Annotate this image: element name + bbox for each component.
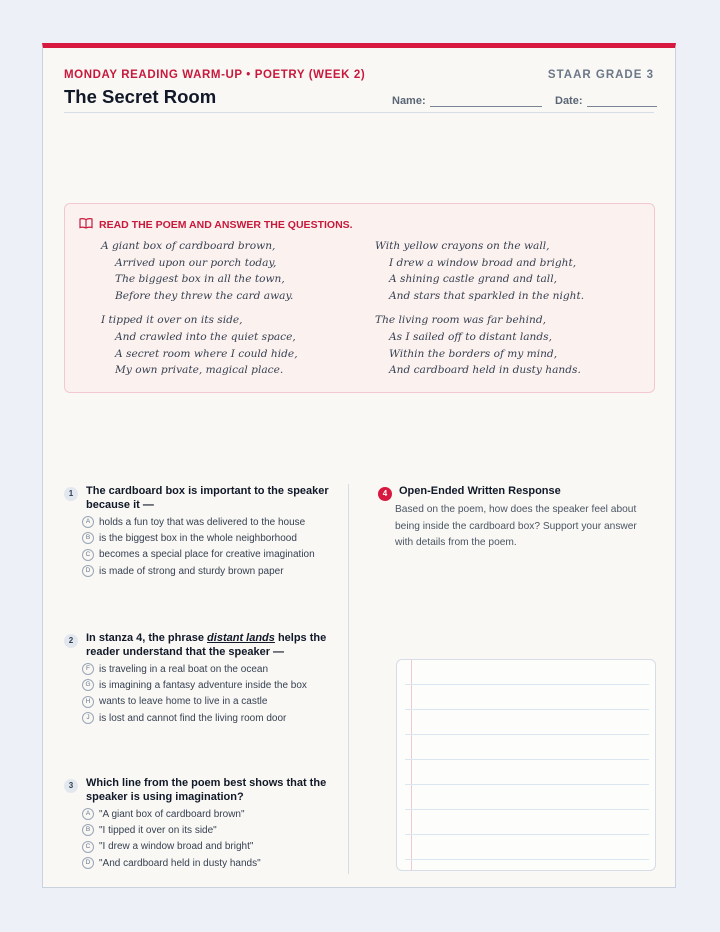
question-1 [64, 484, 334, 579]
stanza-3 [375, 238, 584, 304]
option-text: is imagining a fantasy adventure inside the box [99, 679, 307, 691]
writing-line [405, 684, 649, 685]
option-text: "I drew a window broad and bright" [99, 841, 254, 853]
date-field[interactable] [555, 95, 657, 107]
poem-line: A secret room where I could hide, [115, 347, 298, 360]
option-text: "I tipped it over on its side" [99, 824, 217, 836]
name-label: Name: [392, 95, 426, 107]
question-2 [64, 631, 334, 726]
poem-line: I drew a window broad and bright, [389, 256, 577, 269]
poem-column-right [375, 238, 584, 387]
written-response-area[interactable] [396, 659, 656, 871]
poem-line: The biggest box in all the town, [115, 273, 285, 286]
name-field[interactable] [392, 95, 542, 107]
answer-option[interactable] [82, 530, 334, 546]
option-text: is lost and cannot find the living room door [99, 712, 287, 724]
option-letter[interactable]: F [82, 663, 94, 675]
open-response [378, 484, 658, 552]
answer-option[interactable] [82, 514, 334, 530]
stanza-2 [101, 312, 298, 378]
answer-option[interactable] [82, 547, 334, 563]
poem-line: I tipped it over on its side, [101, 314, 243, 327]
poem-line: Before they threw the card away. [115, 289, 294, 302]
poem-line: And cardboard held in dusty hands. [389, 364, 581, 377]
margin-line [411, 660, 412, 870]
writing-line [405, 709, 649, 710]
stanza-4 [375, 312, 584, 378]
poem-column-left [101, 238, 298, 387]
question-number: 4 [378, 487, 392, 501]
question-number: 3 [64, 779, 78, 793]
column-divider [348, 484, 349, 874]
poem-line: Arrived upon our porch today, [115, 256, 277, 269]
option-text: is made of strong and sturdy brown paper [99, 565, 284, 577]
answer-option[interactable] [82, 839, 334, 855]
open-book-icon [79, 217, 93, 232]
worksheet-kicker: MONDAY READING WARM-UP • POETRY (WEEK 2) [64, 69, 366, 81]
writing-line [405, 859, 649, 860]
answer-option[interactable] [82, 677, 334, 693]
option-letter[interactable]: B [82, 532, 94, 544]
answer-options [82, 661, 334, 726]
poem-line: A shining castle grand and tall, [389, 273, 557, 286]
stanza-1 [101, 238, 298, 304]
option-letter[interactable]: B [82, 824, 94, 836]
option-text: "A giant box of cardboard brown" [99, 808, 245, 820]
option-letter[interactable]: D [82, 857, 94, 869]
poem-instructions-text: READ THE POEM AND ANSWER THE QUESTIONS. [99, 218, 353, 231]
option-letter[interactable]: J [82, 712, 94, 724]
option-text: becomes a special place for creative imagination [99, 549, 315, 561]
question-text: Which line from the poem best shows that the speaker is using imagination? [86, 777, 327, 803]
question-3 [64, 776, 334, 871]
answer-option[interactable] [82, 822, 334, 838]
date-label: Date: [555, 95, 583, 107]
option-letter[interactable]: C [82, 549, 94, 561]
option-letter[interactable]: A [82, 808, 94, 820]
writing-line [405, 809, 649, 810]
option-text: is traveling in a real boat on the ocean [99, 663, 268, 675]
open-response-title: Open-Ended Written Response [399, 485, 561, 497]
poem-box [64, 203, 655, 393]
question-text-after: helps the reader understand that the speaker — [86, 632, 327, 658]
option-letter[interactable]: G [82, 679, 94, 691]
writing-line [405, 834, 649, 835]
answer-option[interactable] [82, 855, 334, 871]
poem-line: As I sailed off to distant lands, [389, 330, 552, 343]
open-response-prompt: Based on the poem, how does the speaker feel about being inside the cardboard box? Support your answer with details from the poem. [395, 504, 637, 548]
option-letter[interactable]: A [82, 516, 94, 528]
question-text-before: In stanza 4, the phrase [86, 632, 208, 644]
question-number: 2 [64, 634, 78, 648]
question-text: The cardboard box is important to the speaker because it — [86, 485, 329, 511]
writing-line [405, 734, 649, 735]
poem-instructions [79, 217, 353, 232]
answer-options [82, 806, 334, 871]
question-text [86, 631, 334, 659]
header-divider [64, 112, 654, 113]
poem-line: And stars that sparkled in the night. [389, 289, 585, 302]
answer-option[interactable] [82, 694, 334, 710]
poem-line: And crawled into the quiet space, [115, 330, 296, 343]
question-number: 1 [64, 487, 78, 501]
answer-option[interactable] [82, 710, 334, 726]
answer-option[interactable] [82, 806, 334, 822]
grade-label: STAAR GRADE 3 [547, 69, 654, 81]
option-text: wants to leave home to live in a castle [99, 696, 268, 708]
poem-line: Within the borders of my mind, [389, 347, 558, 360]
worksheet-page [42, 43, 676, 888]
option-letter[interactable]: D [82, 565, 94, 577]
option-letter[interactable]: H [82, 696, 94, 708]
question-emphasis: distant lands [207, 632, 275, 644]
poem-line: With yellow crayons on the wall, [375, 240, 550, 252]
option-text: is the biggest box in the whole neighborhood [99, 532, 297, 544]
poem-line: My own private, magical place. [115, 364, 284, 377]
option-text: "And cardboard held in dusty hands" [99, 857, 261, 869]
option-letter[interactable]: C [82, 841, 94, 853]
date-line[interactable] [587, 96, 657, 107]
answer-option[interactable] [82, 661, 334, 677]
page-title: The Secret Room [64, 86, 217, 107]
name-line[interactable] [430, 96, 542, 107]
poem-line: A giant box of cardboard brown, [101, 240, 276, 252]
option-text: holds a fun toy that was delivered to the house [99, 516, 306, 528]
answer-option[interactable] [82, 563, 334, 579]
writing-line [405, 784, 649, 785]
poem-line: The living room was far behind, [375, 314, 546, 327]
answer-options [82, 514, 334, 579]
writing-line [405, 759, 649, 760]
